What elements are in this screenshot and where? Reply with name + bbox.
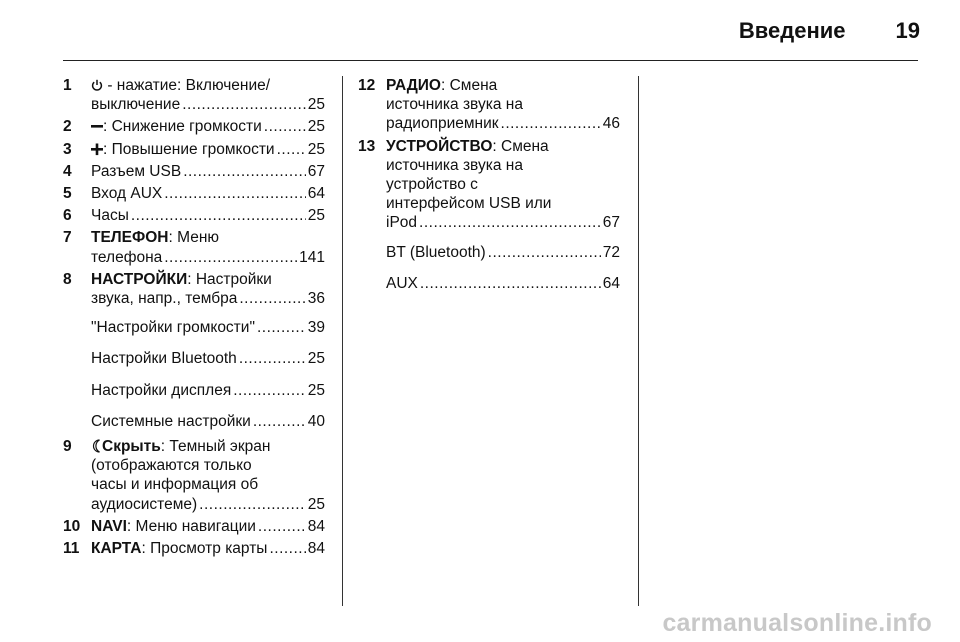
sub-entry — [386, 274, 620, 293]
entry-text: Системные настройки — [91, 412, 251, 430]
button-name: NAVI — [91, 517, 127, 535]
dot-leader — [488, 243, 601, 262]
index-entry-12 — [358, 76, 620, 134]
page-reference[interactable]: 40 — [307, 412, 325, 430]
header-rule — [63, 60, 918, 61]
entry-text: Настройки Bluetooth — [91, 350, 237, 368]
entry-text: телефона — [91, 248, 163, 266]
entry-text: : Меню навигации — [126, 517, 256, 535]
page-reference[interactable]: 25 — [307, 207, 325, 225]
entry-text: : Повышение громкости — [103, 140, 275, 158]
entry-number: 6 — [63, 207, 72, 225]
entry-text: : Темный экран — [160, 438, 271, 456]
page-reference[interactable]: 25 — [307, 140, 325, 158]
page-reference[interactable]: 25 — [307, 118, 325, 136]
entry-text: : Снижение громкости — [103, 118, 262, 136]
sub-entry — [386, 243, 620, 262]
dot-leader — [253, 412, 306, 431]
entry-text: : Смена — [440, 77, 498, 94]
sub-entry — [91, 412, 325, 431]
entry-number: 4 — [63, 162, 72, 180]
dot-leader — [199, 495, 306, 514]
entry-number: 7 — [63, 229, 72, 247]
page-header — [739, 18, 920, 44]
page-number: 19 — [895, 18, 920, 43]
button-name: УСТРОЙСТВО — [386, 137, 493, 155]
page-reference[interactable]: 46 — [602, 115, 620, 133]
entry-text: - нажатие: Включение/ — [107, 77, 271, 94]
entry-number: 9 — [63, 438, 72, 456]
dot-leader — [239, 289, 305, 308]
entry-text: AUX — [386, 274, 418, 292]
dot-leader — [258, 517, 306, 536]
entry-text: выключение — [91, 96, 181, 114]
dot-leader — [269, 539, 305, 558]
plus-icon — [91, 140, 103, 159]
entry-text: : Меню — [168, 229, 220, 247]
entry-text: устройство с — [386, 176, 478, 194]
dot-leader — [264, 117, 306, 136]
entry-number: 10 — [63, 517, 81, 535]
entry-text: звука, напр., тембра — [91, 290, 238, 308]
page-reference[interactable]: 25 — [307, 381, 325, 399]
entry-number: 12 — [358, 77, 376, 94]
dot-leader — [131, 206, 306, 225]
dot-leader — [164, 184, 306, 203]
button-name: КАРТА — [91, 540, 142, 558]
button-name: ТЕЛЕФОН — [91, 229, 169, 247]
index-entry-8 — [63, 270, 325, 308]
power-icon — [91, 76, 103, 95]
index-entry-1 — [63, 76, 325, 114]
entry-text: (отображаются только — [91, 457, 252, 475]
entry-text: радиоприемник — [386, 115, 499, 133]
index-entry-3 — [63, 140, 325, 159]
entry-text: iPod — [386, 214, 418, 232]
page-reference[interactable]: 67 — [307, 162, 325, 180]
dot-leader — [501, 114, 601, 133]
dot-leader — [164, 248, 297, 267]
button-name: НАСТРОЙКИ — [91, 270, 188, 288]
index-entry-5 — [63, 184, 325, 203]
watermark: carmanualsonline.info — [662, 609, 932, 637]
page-reference[interactable]: 64 — [602, 274, 620, 292]
page-reference[interactable]: 72 — [602, 243, 620, 261]
entry-text: аудиосистеме) — [91, 495, 198, 513]
page-reference[interactable]: 39 — [307, 319, 325, 337]
page-reference[interactable]: 67 — [602, 214, 620, 232]
index-entry-11 — [63, 539, 325, 558]
button-name: Скрыть — [102, 438, 161, 456]
entry-text: Разъем USB — [91, 162, 182, 180]
entry-text: "Настройки громкости" — [91, 319, 255, 337]
dot-leader — [233, 381, 306, 400]
entry-number: 3 — [63, 140, 72, 158]
index-entry-9 — [63, 437, 325, 514]
entry-text: интерфейсом USB или — [386, 195, 552, 213]
section-title: Введение — [738, 18, 846, 43]
page-reference[interactable]: 84 — [307, 517, 325, 535]
index-entry-10 — [63, 517, 325, 536]
entry-text: Часы — [91, 207, 129, 225]
index-entry-6 — [63, 206, 325, 225]
page-reference[interactable]: 141 — [299, 248, 325, 266]
page-reference[interactable]: 25 — [307, 350, 325, 368]
index-entry-4 — [63, 162, 325, 181]
entry-number: 5 — [63, 185, 72, 203]
entry-text: источника звука на — [386, 96, 523, 114]
sub-entry — [91, 381, 325, 400]
dot-leader — [239, 349, 306, 368]
entry-text: : Просмотр карты — [141, 540, 268, 558]
entry-text: : Смена — [492, 137, 549, 155]
moon-icon — [91, 437, 102, 456]
page-reference[interactable]: 25 — [307, 96, 325, 114]
entry-number: 13 — [358, 137, 376, 155]
index-entry-2 — [63, 117, 325, 136]
entry-text: часы и информация об — [91, 476, 259, 494]
dot-leader — [419, 213, 601, 232]
column-divider — [342, 76, 343, 606]
dot-leader — [182, 95, 306, 114]
entry-number: 11 — [63, 540, 80, 558]
entry-text: : Настройки — [187, 270, 272, 288]
dot-leader — [277, 140, 306, 159]
sub-entry — [91, 349, 325, 368]
dot-leader — [257, 318, 306, 337]
index-entry-7 — [63, 228, 325, 266]
entry-number: 1 — [63, 77, 72, 94]
page-reference[interactable]: 36 — [307, 290, 325, 308]
entry-text: источника звука на — [386, 156, 523, 174]
page-reference[interactable]: 84 — [307, 540, 325, 558]
entry-number: 2 — [63, 118, 72, 136]
column-divider — [638, 76, 639, 606]
index-entry-13 — [358, 137, 620, 233]
minus-icon — [91, 117, 103, 136]
entry-text: Вход AUX — [91, 185, 163, 203]
button-name: РАДИО — [386, 77, 441, 94]
page-reference[interactable]: 64 — [307, 185, 325, 203]
page-reference[interactable]: 25 — [307, 495, 325, 513]
entry-text: Настройки дисплея — [91, 381, 232, 399]
sub-entry — [91, 318, 325, 337]
dot-leader — [183, 162, 306, 181]
entry-number: 8 — [63, 270, 72, 288]
left-column — [63, 76, 325, 558]
dot-leader — [420, 274, 601, 293]
right-column — [358, 76, 620, 293]
entry-text: BT (Bluetooth) — [386, 243, 486, 261]
